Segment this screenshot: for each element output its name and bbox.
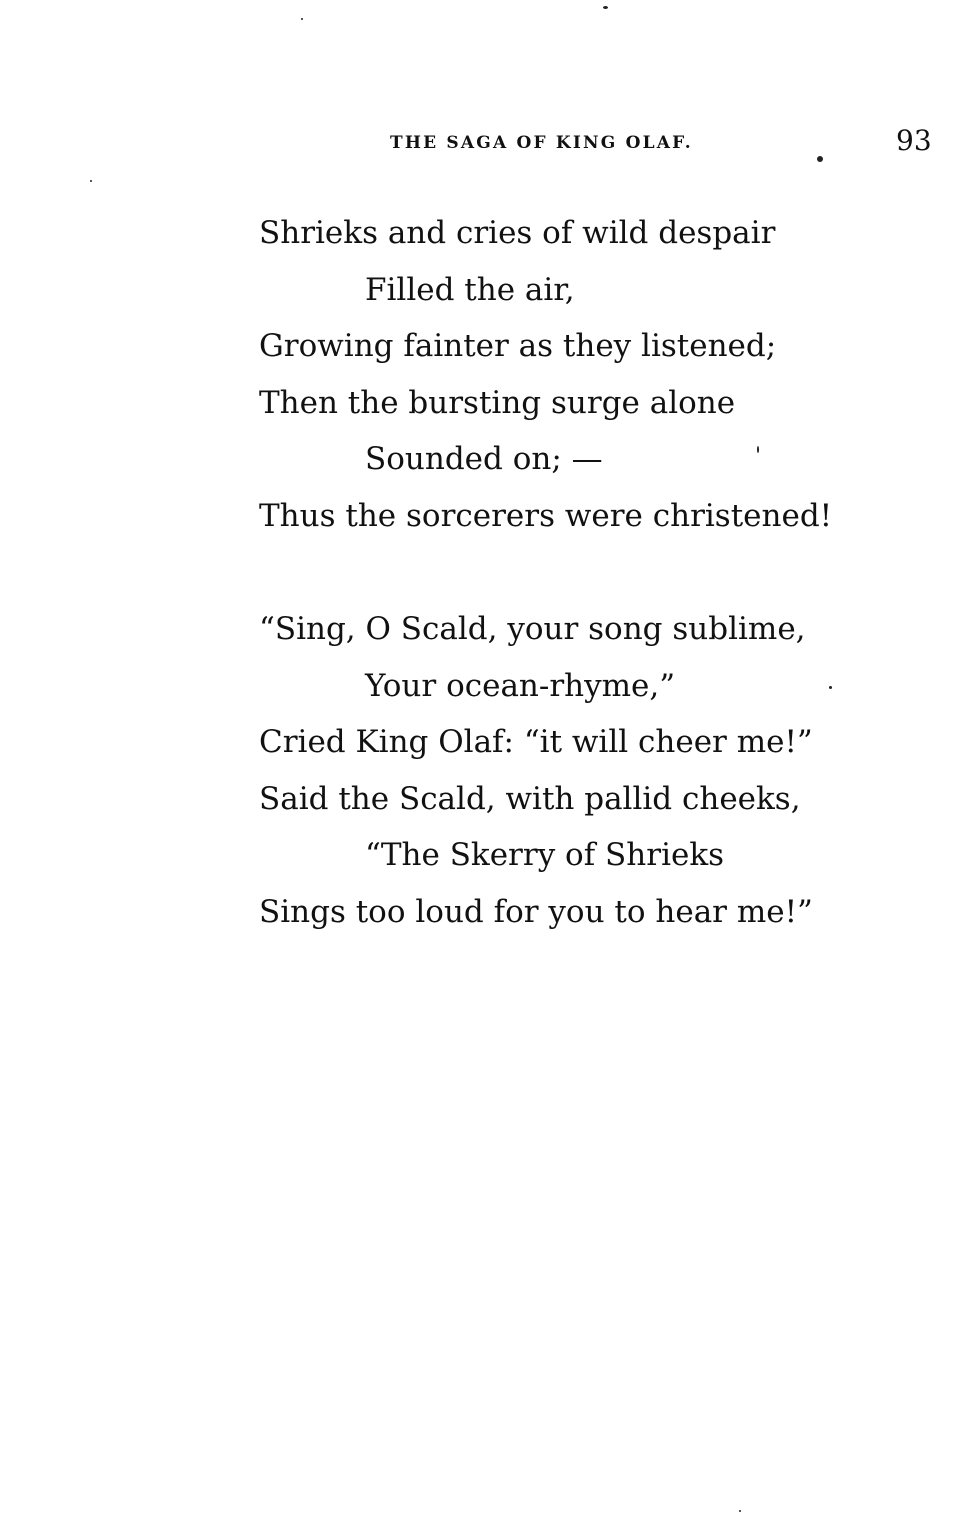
verse-line: Said the Scald, with pallid cheeks, [259,780,801,817]
poem [259,210,899,1002]
running-title: THE SAGA OF KING OLAF. [390,133,693,153]
verse-line: Cried King Olaf: “it will cheer me!” [259,724,813,760]
verse-line: Your ocean-rhyme,” [365,667,676,704]
scan-speck [829,686,832,689]
verse-line: Sings too loud for you to hear me!” [259,893,813,930]
scan-speck [757,446,759,453]
scan-speck [603,6,608,9]
scan-speck [90,180,92,182]
scan-speck [817,156,823,162]
verse-line: Growing fainter as they listened; [259,328,777,364]
verse-line: Sounded on; — [365,441,603,477]
verse-line: Then the bursting surge alone [259,384,736,421]
verse-line: Filled the air, [365,271,575,308]
scan-speck [739,1510,741,1512]
verse-line: Thus the sorcerers were christened! [259,497,833,534]
verse-line: Shrieks and cries of wild despair [259,215,776,251]
scan-speck [301,18,303,20]
verse-line: “The Skerry of Shrieks [365,837,725,873]
stanza-1 [259,210,899,549]
verse-line: “Sing, O Scald, your song sublime, [259,611,806,647]
page-number: 93 [896,124,932,157]
stanza-2 [259,606,899,945]
